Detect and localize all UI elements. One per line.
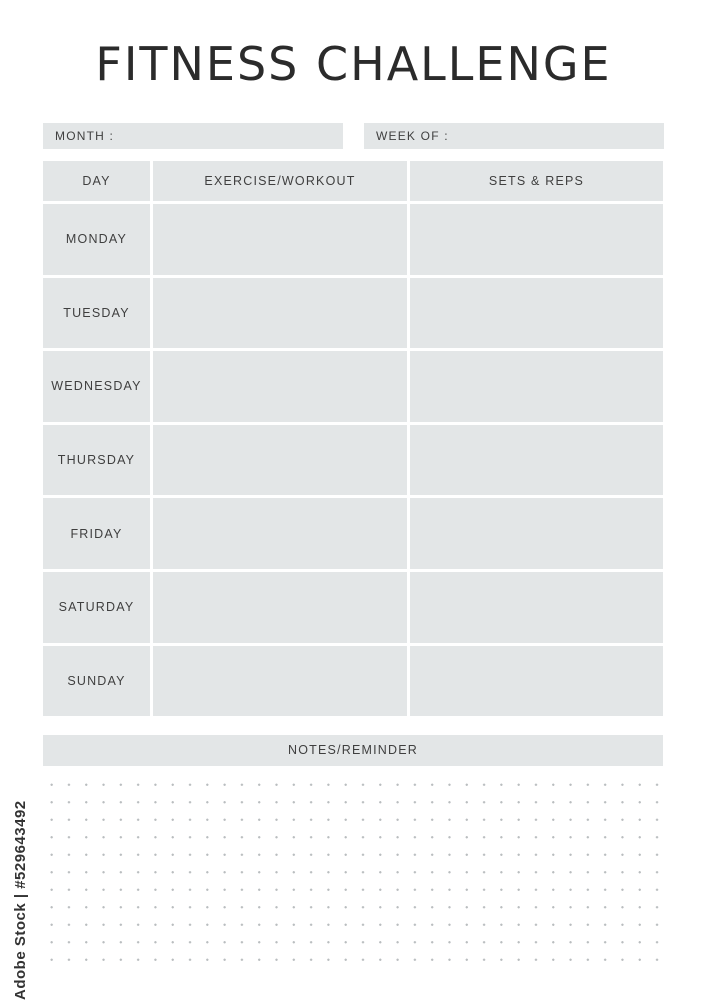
header-day: DAY — [43, 161, 150, 201]
exercise-cell-monday[interactable] — [153, 204, 407, 275]
stock-caption: Adobe Stock | #529643492 — [12, 800, 29, 1000]
exercise-cell-sunday[interactable] — [153, 646, 407, 717]
day-wednesday: WEDNESDAY — [43, 351, 150, 422]
exercise-cell-friday[interactable] — [153, 498, 407, 569]
exercise-cell-wednesday[interactable] — [153, 351, 407, 422]
weekly-planner-table — [43, 161, 663, 711]
header-exercise-workout: EXERCISE/WORKOUT — [153, 161, 407, 201]
sets-cell-monday[interactable] — [410, 204, 663, 275]
day-saturday: SATURDAY — [43, 572, 150, 643]
notes-reminder-header: NOTES/REMINDER — [43, 735, 663, 766]
week-of-field[interactable]: WEEK OF : — [364, 123, 664, 149]
sets-cell-friday[interactable] — [410, 498, 663, 569]
sets-cell-tuesday[interactable] — [410, 278, 663, 349]
page-title: FITNESS CHALLENGE — [95, 37, 612, 91]
month-field[interactable]: MONTH : — [43, 123, 343, 149]
exercise-cell-tuesday[interactable] — [153, 278, 407, 349]
exercise-cell-saturday[interactable] — [153, 572, 407, 643]
sets-cell-wednesday[interactable] — [410, 351, 663, 422]
header-sets-reps: SETS & REPS — [410, 161, 663, 201]
sets-cell-sunday[interactable] — [410, 646, 663, 717]
exercise-cell-thursday[interactable] — [153, 425, 407, 496]
dot-grid-notes-area[interactable] — [43, 776, 667, 971]
day-thursday: THURSDAY — [43, 425, 150, 496]
day-monday: MONDAY — [43, 204, 150, 275]
day-sunday: SUNDAY — [43, 646, 150, 717]
sets-cell-saturday[interactable] — [410, 572, 663, 643]
day-friday: FRIDAY — [43, 498, 150, 569]
day-tuesday: TUESDAY — [43, 278, 150, 349]
sets-cell-thursday[interactable] — [410, 425, 663, 496]
